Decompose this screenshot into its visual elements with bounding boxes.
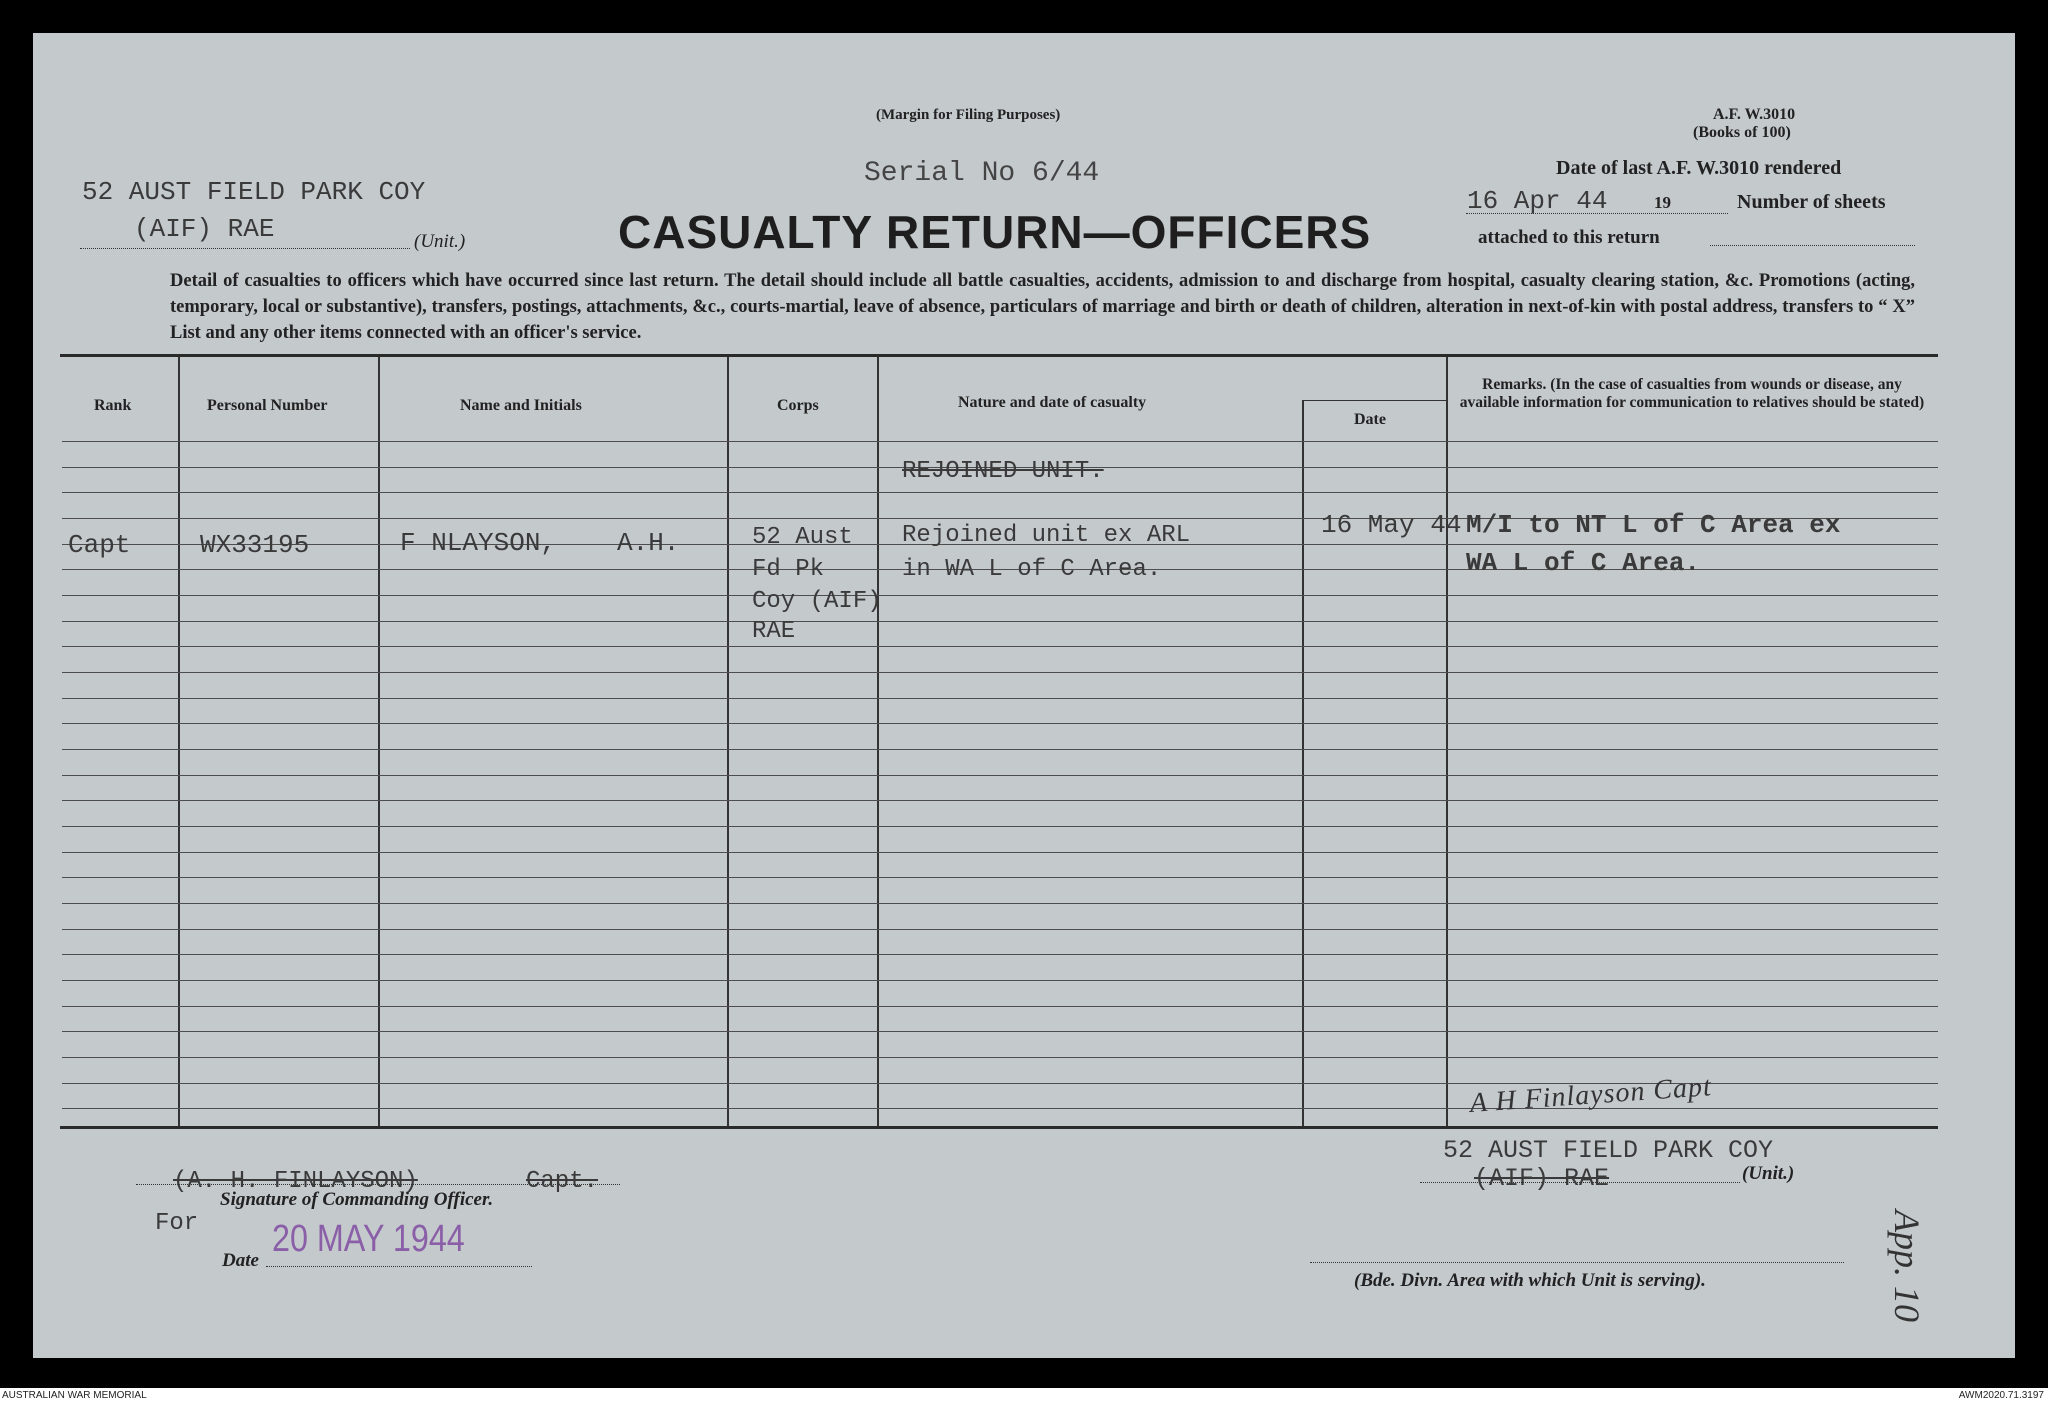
entry-corps-line-3: Coy (AIF)	[752, 588, 882, 615]
row-rule	[62, 749, 1938, 750]
col-divider-2	[378, 357, 380, 1126]
row-rule	[62, 1006, 1938, 1007]
serial-number: Serial No 6/44	[864, 158, 1100, 189]
unit-rule	[80, 248, 410, 249]
last-return-rule	[1466, 213, 1728, 214]
area-rule	[1310, 1262, 1844, 1263]
entry-corps-line-1: 52 Aust	[752, 524, 853, 551]
sheets-label: Number of sheets	[1737, 191, 1886, 213]
row-rule	[62, 646, 1938, 647]
entry-nature-line-1: Rejoined unit ex ARL	[902, 522, 1191, 549]
last-return-label: Date of last A.F. W.3010 rendered	[1556, 157, 1842, 179]
entry-corps-line-4: RAE	[752, 618, 796, 645]
section-heading: REJOINED UNIT.	[902, 458, 1104, 485]
col-divider-5	[1302, 400, 1304, 1126]
header-nature: Nature and date of casualty	[958, 394, 1147, 411]
header-date: Date	[1354, 411, 1386, 428]
row-rule	[62, 800, 1938, 801]
row-rule	[62, 852, 1938, 853]
credit-right: AWM2020.71.3197	[1958, 1390, 2044, 1401]
co-name: (A. H. FINLAYSON)	[173, 1168, 418, 1195]
unit-line-1: 52 AUST FIELD PARK COY	[82, 177, 426, 207]
row-rule	[62, 929, 1938, 930]
entry-date: 16 May 44	[1321, 510, 1462, 540]
margin-annotation: App. 10	[1887, 1210, 1927, 1322]
col-divider-1	[178, 357, 180, 1126]
row-rule	[62, 595, 1938, 596]
col-divider-3	[727, 357, 729, 1126]
row-rule	[62, 672, 1938, 673]
unit-line-2: (AIF) RAE	[134, 214, 275, 244]
for-label: For	[155, 1210, 199, 1237]
attached-rule	[1710, 245, 1915, 246]
header-corps: Corps	[777, 397, 819, 414]
year-prefix: 19	[1654, 193, 1671, 212]
area-label: (Bde. Divn. Area with which Unit is serving).	[1354, 1270, 1706, 1291]
form-title: CASUALTY RETURN—OFFICERS	[618, 206, 1372, 258]
row-rule	[62, 903, 1938, 904]
credit-left: AUSTRALIAN WAR MEMORIAL	[2, 1390, 147, 1401]
date-rule	[266, 1266, 532, 1267]
col-divider-6	[1446, 357, 1448, 1126]
credit-strip	[0, 1388, 2048, 1405]
table-top-border	[60, 354, 1938, 357]
instructions-paragraph: Detail of casualties to officers which have occurred since last return. The detail should include all battle casualties, accidents, admission to and discharge from hospital, casualty clearing station, &c. Promotions (acting, temporary, local or substantive), transfers, postings, attachments, &c., courts-martial, leave of absence, particulars of marriage and birth or death of children, alteration in next-of-kin with postal address, transfers to “ X” List and any other items connected with an officer's service.	[170, 271, 1915, 343]
row-rule	[62, 1108, 1938, 1109]
row-rule	[62, 698, 1938, 699]
co-rank: Capt.	[526, 1168, 599, 1195]
header-remarks: Remarks. (In the case of casualties from wounds or disease, any available information for communication to relatives should be stated)	[1459, 376, 1925, 411]
entry-corps-line-2: Fd Pk	[752, 556, 825, 583]
header-personal-number: Personal Number	[207, 397, 328, 414]
footer-unit-label: (Unit.)	[1742, 1163, 1795, 1184]
entry-initials: A.H.	[617, 528, 680, 558]
signature-label: Signature of Commanding Officer.	[220, 1189, 494, 1210]
row-rule	[62, 1031, 1938, 1032]
row-rule	[62, 492, 1938, 493]
date-header-rule	[1302, 400, 1446, 401]
footer-unit-line-2: (AIF) RAE	[1474, 1164, 1610, 1193]
form-code: A.F. W.3010	[1713, 106, 1796, 123]
attached-label: attached to this return	[1478, 227, 1660, 248]
entry-rank: Capt	[68, 530, 131, 560]
row-rule	[62, 723, 1938, 724]
date-label: Date	[222, 1250, 259, 1271]
signature-rule	[136, 1184, 620, 1185]
entry-remarks-line-1: M/I to NT L of C Area ex	[1466, 510, 1841, 540]
entry-remarks-line-2: WA L of C Area.	[1466, 548, 1701, 578]
header-rank: Rank	[94, 397, 132, 414]
row-rule	[62, 1057, 1938, 1058]
row-rule	[62, 826, 1938, 827]
entry-personal-number: WX33195	[200, 530, 310, 560]
entry-nature-line-2: in WA L of C Area.	[902, 556, 1162, 583]
last-return-date: 16 Apr 44	[1467, 186, 1608, 216]
col-divider-4	[877, 357, 879, 1126]
entry-name: F NLAYSON,	[400, 528, 557, 558]
row-rule	[62, 954, 1938, 955]
row-rule	[62, 980, 1938, 981]
row-rule	[62, 877, 1938, 878]
table-bottom-border	[60, 1126, 1938, 1129]
unit-label: (Unit.)	[414, 231, 466, 252]
header-name: Name and Initials	[460, 397, 582, 414]
margin-note: (Margin for Filing Purposes)	[876, 107, 1061, 123]
footer-unit-rule	[1420, 1182, 1740, 1183]
books-note: (Books of 100)	[1693, 124, 1791, 141]
row-rule	[62, 775, 1938, 776]
footer-unit-line-1: 52 AUST FIELD PARK COY	[1443, 1136, 1774, 1165]
row-rule	[62, 621, 1938, 622]
date-stamp: 20 MAY 1944	[272, 1218, 465, 1260]
row-signature: A H Finlayson Capt	[1468, 1071, 1713, 1119]
row-rule	[62, 441, 1938, 442]
